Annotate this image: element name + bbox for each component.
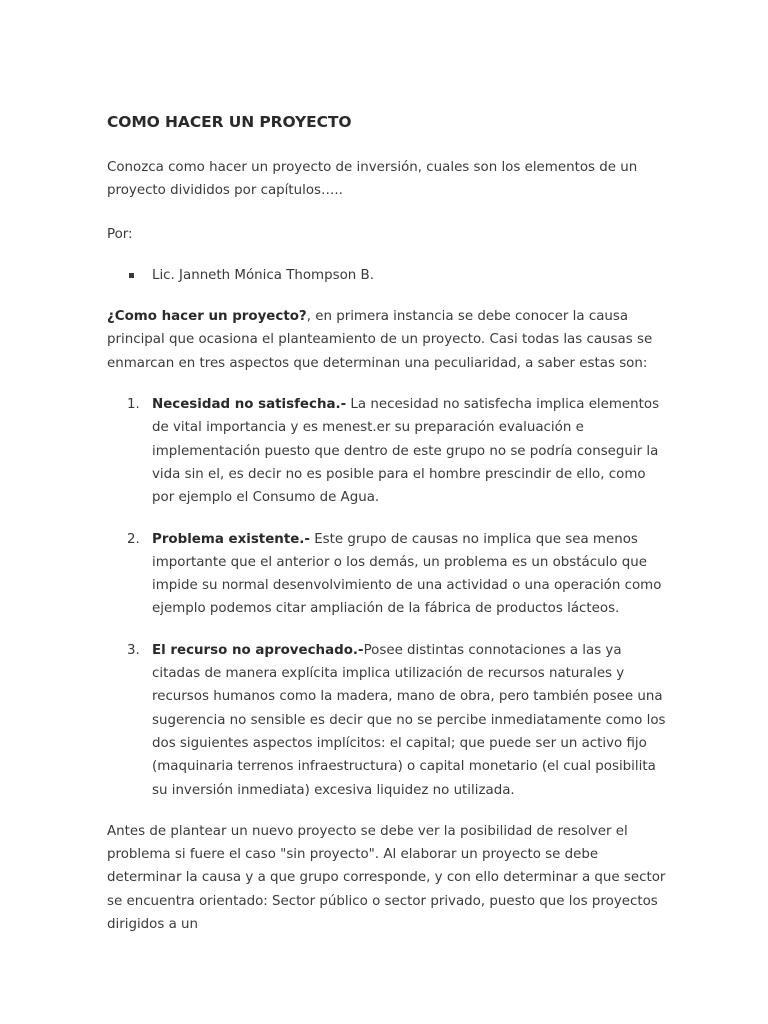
causes-list [107,393,667,802]
cause-title: El recurso no aprovechado.- [152,642,364,658]
author-item [107,264,667,287]
question-text: , en primera instancia se debe conocer la causa principal que ocasiona el planteamiento de un proyecto. Casi todas las causas se enmarcan en tres aspectos que determinan una peculiaridad, a saber estas son: [107,309,653,371]
cause-number: 3. [127,642,140,658]
cause-text: Posee distintas connotaciones a las ya citadas de manera explícita implica utilización de recursos naturales y recursos humanos como la madera, mano de obra, pero también posee una sugerencia no sensible es decir que no se percibe inmediatamente como los dos siguientes aspectos implícitos: el capital; que puede ser un activo fijo (maquinaria terrenos infraestructura) o capital monetario (el cual posibilita su inversión inmediata) excesiva liquidez no utilizada. [152,642,666,798]
cause-number: 1. [127,397,140,413]
document-content [107,108,667,936]
author-name: Lic. Janneth Mónica Thompson B. [152,267,374,283]
cause-text: Este grupo de causas no implica que sea menos importante que el anterior o los demás, un problema es un obstáculo que impide su normal desenvolvimiento de una actividad o una operación como ejemplo podemos citar ampliación de la fábrica de productos lácteos. [152,531,662,617]
closing-paragraph: Antes de plantear un nuevo proyecto se debe ver la posibilidad de resolver el problema si fuere el caso "sin proyecto". Al elaborar un proyecto se debe determinar la causa y a que grupo corresponde, y con ello determinar a que sector se encuentra orientado: Sector público o sector privado, puesto que los proyectos dirigidos a un [107,823,666,933]
cause-item [107,639,667,802]
square-bullet-icon [129,273,134,278]
cause-title: Problema existente.- [152,531,310,547]
author-label: Por: [107,226,133,242]
question-bold: ¿Como hacer un proyecto? [107,309,307,325]
author-list [107,264,667,287]
intro-paragraph: Conozca como hacer un proyecto de inversión, cuales son los elementos de un proyecto divididos por capítulos….. [107,160,638,199]
cause-text: La necesidad no satisfecha implica elementos de vital importancia y es menest.er su preparación evaluación e implementación puesto que dentro de este grupo no se podría conseguir la vida sin el, es decir no es posible para el hombre prescindir de ello, como por ejemplo el Consumo de Agua. [152,397,660,506]
cause-item [107,393,667,509]
question-paragraph [107,305,667,375]
page-title: COMO HACER UN PROYECTO [107,113,352,131]
cause-number: 2. [127,531,140,547]
cause-title: Necesidad no satisfecha.- [152,397,347,413]
cause-item [107,528,667,621]
